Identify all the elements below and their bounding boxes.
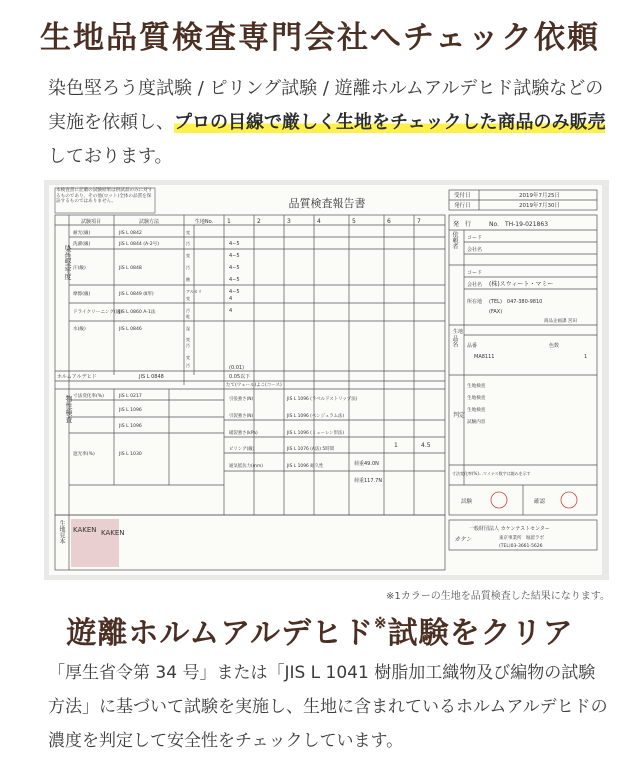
physical-method: JIS L 1030 bbox=[119, 452, 142, 457]
colorfast-method: JIS L 0844 (A-2号) bbox=[119, 242, 160, 247]
physical-rows bbox=[73, 392, 142, 457]
issued-label: 発行日 bbox=[454, 203, 471, 209]
grade-tag: アルカリ bbox=[186, 289, 202, 294]
physical-sub-item: 破裂強さ(kPa) bbox=[229, 431, 258, 436]
heading-fabric-inspection: 生地品質検査専門会社へチェック依頼 bbox=[39, 20, 601, 56]
colorfast-method: JIS L 0848 bbox=[119, 266, 142, 271]
formaldehyde-label: ホルムアルデヒド bbox=[57, 374, 97, 380]
dept: 商品企画課 宮田 bbox=[544, 319, 577, 324]
confirm-seal bbox=[561, 492, 577, 508]
colorfast-item: 摩擦(級) bbox=[73, 292, 91, 297]
grade-tag: 湿 bbox=[186, 326, 190, 331]
physical-item: 遮光率(%) bbox=[73, 452, 95, 457]
item-number: MA8111 bbox=[474, 354, 495, 360]
physical-items bbox=[229, 395, 358, 469]
heading2-main: 遊離ホルムアルデヒド bbox=[66, 616, 375, 651]
judge-label: 判定 bbox=[453, 412, 466, 419]
physical-sub-method: JIS L 1096 (ペンジュラム法) bbox=[287, 414, 345, 419]
pilling-value: 4.5 bbox=[421, 442, 431, 449]
company-label: 会社名 bbox=[467, 247, 483, 253]
seal-note: 寸法変化率(%)…マイナス数字は縮みを示す bbox=[452, 471, 531, 476]
sample-brand-1: KAKEN bbox=[73, 526, 97, 534]
physical-sub-item: 引裂強さ(N) bbox=[229, 414, 254, 419]
result-row: 試験内容 bbox=[467, 420, 486, 425]
grade-value: 4−5 bbox=[229, 277, 240, 283]
colorfast-item: ドライクリーニング(級) bbox=[73, 310, 123, 315]
col-method: 試験方法 bbox=[138, 219, 160, 225]
col-no-2: 2 bbox=[257, 218, 261, 225]
intro-highlight: プロの目線で厳しく生地をチェックした商品のみ販売 bbox=[174, 112, 606, 133]
org-branch: 東京事業所 堀留ラボ bbox=[499, 536, 544, 541]
intro-text-1: 染色堅ろう度試験 / ピリング試験 / 遊離ホルムアルデヒド試験などの実施を依頼し、 bbox=[48, 78, 604, 133]
report-number: No. TH-19-021863 bbox=[489, 221, 549, 228]
inspection-report bbox=[49, 185, 602, 575]
code-label: コード bbox=[467, 235, 483, 241]
physical-item: 寸法変化率(%) bbox=[73, 394, 104, 399]
formaldehyde-unit: (0.01) bbox=[229, 365, 245, 371]
heading2-mark: ※ bbox=[374, 614, 388, 632]
physical-sub-item: ピリング(級) bbox=[229, 447, 255, 452]
grade-tag: 汚 bbox=[186, 343, 190, 348]
grade-tag: 変 bbox=[186, 230, 190, 235]
physical-method: JIS L 1096 bbox=[119, 408, 142, 413]
colorfast-item: 水(級) bbox=[73, 327, 86, 332]
physical-method: JIS L 0217 bbox=[119, 394, 142, 399]
col-no-1: 1 bbox=[227, 218, 231, 225]
grade-value: 4−5 bbox=[229, 289, 240, 295]
result-row: 生地検査 bbox=[467, 396, 486, 401]
org-tel: (TEL)03-3661-5626 bbox=[499, 544, 543, 549]
tel: (TEL) 047-380-9810 bbox=[489, 299, 543, 305]
grade-tag: 汚 bbox=[186, 363, 190, 368]
physical-sub-method: JIS L 1076 (A法) 5時間 bbox=[287, 447, 334, 452]
colorfast-rows bbox=[73, 229, 159, 332]
sample-label: 生地見本 bbox=[58, 520, 65, 544]
heading-formaldehyde bbox=[0, 608, 640, 652]
physical-sub-method: JIS L 1096 (ミューレン形法) bbox=[287, 431, 345, 436]
intro-paragraph bbox=[48, 72, 608, 174]
dim-header-2: よこ(コース) bbox=[256, 383, 282, 388]
color-label: 色数 bbox=[549, 343, 560, 349]
footnote: ※1カラーの生地を品質検査した結果になります。 bbox=[386, 591, 610, 602]
intro-text-2: しております。 bbox=[48, 146, 173, 167]
physical-sub-item: 引張強さ(N) bbox=[229, 397, 254, 402]
result-rows bbox=[467, 382, 486, 425]
grade-value: 4 bbox=[229, 308, 233, 314]
fax: (FAX) bbox=[489, 309, 503, 315]
grade-tag: 変 bbox=[186, 296, 190, 301]
formaldehyde-paragraph: 「厚生省令第 34 号」または「JIS L 1041 樹脂加工織物及び編物の試験方法」に基づいて試験を実施し、生地に含まれているホルムアルデヒドの濃度を判定して安全性をチェックしています。 bbox=[48, 663, 608, 751]
colorfast-method: JIS L 0846 bbox=[119, 327, 142, 332]
colorfast-method: JIS L 0842 bbox=[119, 231, 142, 236]
report-drawing bbox=[49, 185, 602, 575]
grade-value: 4−5 bbox=[229, 241, 240, 247]
col-no-5: 5 bbox=[352, 218, 356, 225]
test-label: 試験 bbox=[461, 499, 473, 505]
grade-tag: 乾 bbox=[186, 314, 190, 319]
pilling-grade: 1 bbox=[394, 442, 398, 449]
col-sample: 生地No. bbox=[194, 219, 214, 225]
org-logo: カケン bbox=[454, 536, 472, 543]
grade-tag: 酸 bbox=[186, 277, 190, 282]
grade-tag: 変 bbox=[186, 355, 190, 360]
color-count: 1 bbox=[584, 354, 588, 360]
received-label: 受付日 bbox=[454, 193, 471, 199]
colorfast-item: 汗(級) bbox=[73, 266, 86, 271]
physical-sub-method: JIS L 1096 (ラベルドストリップ法) bbox=[287, 397, 358, 402]
thickness-value-1: 荷重49.0N bbox=[354, 461, 379, 467]
dim-header-1: たて(ウェール) bbox=[226, 383, 257, 388]
fabric-label: 生地 bbox=[453, 329, 464, 335]
colorfast-item: 耐光(級) bbox=[73, 231, 91, 236]
col-no-7: 7 bbox=[417, 218, 421, 225]
org-name: 一般財団法人 カケンテストセンター bbox=[469, 526, 550, 532]
grade-value: 4−5 bbox=[229, 253, 240, 259]
grade-tag: 汚 bbox=[186, 241, 190, 246]
grade-value: 4−5 bbox=[229, 265, 240, 271]
physical-group-label: 物性検査 bbox=[65, 395, 73, 423]
confirm-label: 確認 bbox=[534, 499, 546, 505]
product-label: 品名 bbox=[451, 335, 458, 347]
col-no-4: 4 bbox=[317, 218, 321, 225]
grade-tag: 汚 bbox=[186, 265, 190, 270]
address-label: 所在地 bbox=[467, 299, 483, 305]
company-label-2: 会社名 bbox=[467, 282, 483, 288]
thickness-value-2: 荷重117.7N bbox=[354, 478, 383, 484]
inspection-report-image bbox=[44, 180, 609, 580]
company-name: (株)スウィート・マミー bbox=[489, 281, 554, 288]
col-test: 試験項目 bbox=[80, 219, 102, 225]
col-no-3: 3 bbox=[287, 218, 291, 225]
grade-tag: 汚 bbox=[186, 308, 190, 313]
colorfast-method: JIS L 0849 (Ⅱ形) bbox=[119, 292, 154, 297]
grade-tag: 変 bbox=[186, 337, 190, 342]
issued-date: 2019年7月30日 bbox=[519, 203, 560, 209]
grade-tag: 変 bbox=[186, 253, 190, 258]
result-row: 生地検査 bbox=[467, 408, 486, 413]
colorfast-method: JIS L 0860 A-1法 bbox=[119, 310, 156, 315]
grade-value: 4 bbox=[229, 296, 233, 302]
sample-brand-2: KAKEN bbox=[101, 529, 125, 537]
formaldehyde-value: 0.05以下 bbox=[229, 374, 251, 380]
colorfast-item: 洗濯(級) bbox=[73, 242, 91, 247]
issue-label: 発 行 bbox=[453, 221, 472, 228]
report-title: 品質検査報告書 bbox=[288, 197, 366, 210]
physical-method: JIS L 1096 bbox=[119, 424, 142, 429]
colorfast-group-label: 染色堅牢度 bbox=[64, 245, 72, 280]
item-label: 品番 bbox=[467, 343, 478, 349]
physical-sub-item: 通気抵抗力(mm) bbox=[229, 464, 263, 469]
received-date: 2019年7月25日 bbox=[519, 193, 560, 199]
formaldehyde-method: JIS L 0848 bbox=[139, 374, 164, 380]
test-seal bbox=[491, 492, 507, 508]
report-notice: 本検査書に記載の試験結果は供試品のみに対するものであり、その他(ロット)全体の品質を保証するものではありません。 bbox=[56, 188, 153, 205]
code-label-2: コード bbox=[467, 270, 483, 276]
physical-sub-method: JIS L 1096 耐久性 bbox=[287, 464, 324, 469]
heading2-rest: 試験をクリア bbox=[387, 616, 574, 651]
col-no-6: 6 bbox=[387, 218, 391, 225]
result-row: 生地検査 bbox=[467, 384, 486, 389]
requester-label: 依頼者 bbox=[451, 231, 458, 249]
